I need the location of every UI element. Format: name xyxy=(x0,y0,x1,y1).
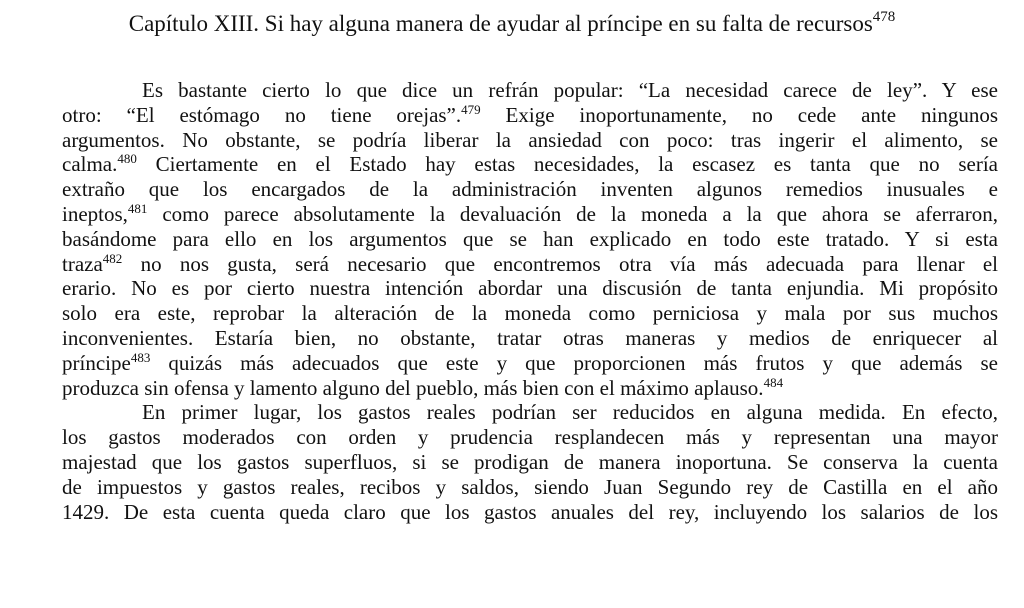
text-line xyxy=(62,500,998,525)
text-line xyxy=(62,128,998,153)
line-text: quizás más adecuados que este y que proporcionen más frutos y que además se xyxy=(150,350,998,375)
line-text: Es bastante cierto lo que dice un refrán popular: “La necesidad carece de ley”. Y ese xyxy=(142,78,998,102)
text-line xyxy=(62,252,998,277)
line-text: argumentos. No obstante, se podría liberar la ansiedad con poco: tras ingerir el alimento, se xyxy=(62,127,998,152)
footnote-marker: 480 xyxy=(117,151,137,167)
text-line xyxy=(62,227,998,252)
footnote-marker: 481 xyxy=(127,200,148,216)
line-text: 1429. De esta cuenta queda claro que los gastos anuales del rey, incluyendo los salarios de los xyxy=(62,499,998,524)
line-text: no nos gusta, será necesario que encontremos otra vía más adecuada para llenar el xyxy=(122,251,998,276)
line-text: En primer lugar, los gastos reales podrían ser reducidos en alguna medida. En efecto, xyxy=(142,400,998,425)
line-text: solo era este, reprobar la alteración de la moneda como perniciosa y mala por sus muchos xyxy=(62,301,998,326)
text-line xyxy=(62,425,998,450)
text-line xyxy=(62,400,998,425)
text-line xyxy=(62,103,998,128)
line-text: los gastos moderados con orden y prudencia resplandecen más y representan una mayor xyxy=(62,425,998,450)
line-text: extraño que los encargados de la administración inventen algunos remedios inusuales e xyxy=(62,177,998,202)
body-text xyxy=(62,78,998,524)
chapter-title xyxy=(0,10,1024,38)
text-line xyxy=(62,152,998,177)
line-text: traza xyxy=(62,251,103,276)
line-text: erario. No es por cierto nuestra intención abordar una discusión de tanta enjundia. Mi propósito xyxy=(62,276,998,301)
line-text: otro: “El estómago no tiene orejas”. xyxy=(62,102,462,127)
line-text: majestad que los gastos superfluos, si se prodigan de manera inoportuna. Se conserva la cuenta xyxy=(62,449,998,474)
line-text: basándome para ello en los argumentos que se han explicado en todo este tratado. Y si esta xyxy=(62,226,998,251)
text-line xyxy=(62,326,998,351)
text-line xyxy=(62,475,998,500)
line-text: Ciertamente en el Estado hay estas necesidades, la escasez es tanta que no sería xyxy=(136,152,998,177)
chapter-footnote-marker: 478 xyxy=(872,9,896,25)
line-text: ineptos, xyxy=(62,201,128,226)
text-line xyxy=(62,202,998,227)
text-line xyxy=(62,301,998,326)
line-text: de impuestos y gastos reales, recibos y saldos, siendo Juan Segundo rey de Castilla en el año xyxy=(62,474,998,499)
text-line xyxy=(62,450,998,475)
text-line xyxy=(62,376,998,401)
text-line xyxy=(62,276,998,301)
footnote-marker: 482 xyxy=(102,250,123,266)
line-text: calma. xyxy=(62,152,118,177)
text-line xyxy=(62,351,998,376)
line-text: Exige inoportunamente, no cede ante ningunos xyxy=(480,102,998,127)
line-text: produzca sin ofensa y lamento alguno del pueblo, más bien con el máximo aplauso. xyxy=(62,375,764,400)
line-text: como parece absolutamente la devaluación de la moneda a la que ahora se aferraron, xyxy=(147,201,998,226)
text-line xyxy=(62,78,998,103)
footnote-marker: 479 xyxy=(461,101,481,117)
line-text: inconvenientes. Estaría bien, no obstante, tratar otras maneras y medios de enriquecer al xyxy=(62,325,998,350)
footnote-marker: 483 xyxy=(130,349,151,365)
chapter-title-text: Capítulo XIII. Si hay alguna manera de ayudar al príncipe en su falta de recursos xyxy=(128,11,873,36)
text-line xyxy=(62,177,998,202)
line-text: príncipe xyxy=(62,350,131,375)
footnote-marker: 484 xyxy=(763,374,784,390)
